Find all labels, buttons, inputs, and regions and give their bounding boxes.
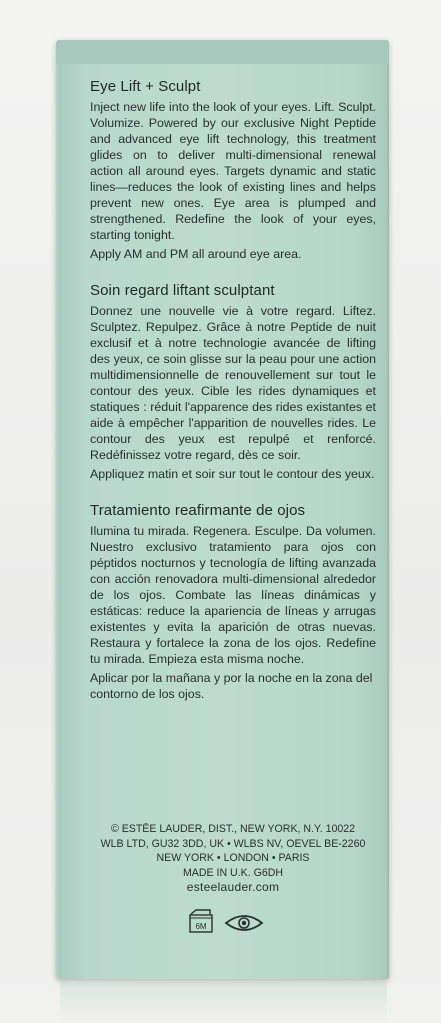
- box-text-panel: [90, 78, 376, 722]
- section-spanish: [90, 502, 376, 702]
- section-description: Donnez une nouvelle vie à votre regard. Liftez. Sculptez. Repulpez. Grâce à notre Peptide de nuit exclusif et à notre technologie avancée de lifting des yeux, ce soin glisse sur la peau pour une action multidimensionnelle de renouvellement sur tout le contour des yeux. Cible les rides dynamiques et statiques : réduit l'apparence des rides existantes et aide à empêcher l'apparition de nouvelles rides. Le contour des yeux est repulpé et renforcé. Redéfinissez votre regard, dès ce soir.: [90, 304, 376, 462]
- manufacturer-info: [90, 822, 376, 895]
- section-french: [90, 282, 376, 482]
- open-jar-icon: [188, 908, 214, 934]
- symbol-row: [188, 908, 278, 938]
- box-reflection: [60, 982, 387, 1023]
- section-english: [90, 78, 376, 262]
- pao-label: 6M: [195, 922, 207, 931]
- cities-line: NEW YORK • LONDON • PARIS: [156, 852, 310, 864]
- copyright-line: © ESTĒE LAUDER, DIST., NEW YORK, N.Y. 10022: [110, 823, 356, 835]
- section-title: Soin regard liftant sculptant: [90, 282, 275, 299]
- section-title: Tratamiento reafirmante de ojos: [90, 502, 306, 519]
- box-top-flap: [56, 40, 389, 64]
- section-directions: Aplicar por la mañana y por la noche en la zona del contorno de los ojos.: [90, 671, 373, 701]
- section-title: Eye Lift + Sculpt: [90, 78, 201, 95]
- origin-line: MADE IN U.K. G6DH: [182, 866, 284, 879]
- eye-icon: [224, 913, 264, 933]
- section-description: Inject new life into the look of your eyes. Lift. Sculpt. Volumize. Powered by our exclusive Night Peptide and advanced eye lift technology, this treatment glides on to deliver multi-dimensional renewal action all around eyes. Targets dynamic and static lines—reduces the look of existing lines and helps prevent new ones. Eye area is plumped and strengthened. Redefine the look of your eyes, starting tonight.: [90, 100, 376, 242]
- website-url: esteelauder.com: [186, 880, 280, 894]
- section-directions: Appliquez matin et soir sur tout le contour des yeux.: [90, 467, 375, 481]
- section-description: Ilumina tu mirada. Regenera. Esculpe. Da volumen. Nuestro exclusivo tratamiento para ojos con péptidos nocturnos y tecnología de lifting avanzada con acción renovadora multi-dimensional alrededor de los ojos. Combate las líneas dinámicas y estáticas: reduce la apariencia de líneas y arrugas existentes y evita la aparición de otras nuevas. Restaura y fortalece la zona de los ojos. Redefine tu mirada. Empieza esta misma noche.: [90, 524, 376, 666]
- section-directions: Apply AM and PM all around eye area.: [90, 247, 302, 261]
- address-line: WLB LTD, GU32 3DD, UK • WLBS NV, OEVEL BE-2260: [100, 837, 366, 850]
